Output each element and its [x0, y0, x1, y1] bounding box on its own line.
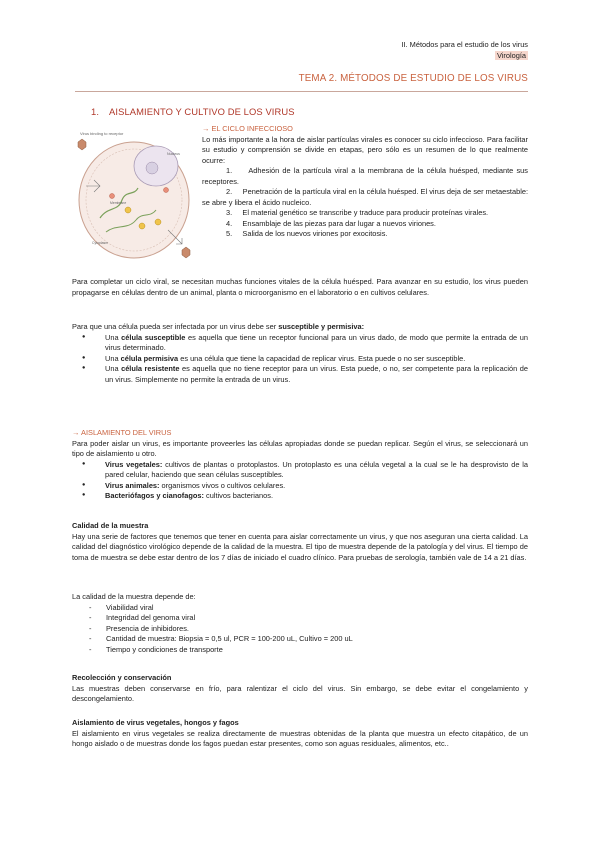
paragraph-infect-text: Para que una célula pueda ser infectada por un virus debe ser [72, 322, 279, 331]
plant-isolation-block [72, 718, 528, 750]
figure-label-top: Virus binding to receptor [80, 131, 124, 136]
list-item: - Viabilidad viral [101, 603, 528, 614]
quality-block [72, 521, 528, 563]
quality-factors-list [72, 603, 528, 656]
cycle-text [202, 124, 528, 240]
figure-label-nucleus: Nucleus [167, 152, 180, 156]
header-subject: Virología [496, 51, 526, 61]
list-item: ● Una célula resistente es aquella que no tiene receptor para un virus. Esta puede, o no, ser competente para la replicación de un virus. Simplemente no permite la entrada de un virus. [101, 364, 528, 385]
paragraph-infect [72, 322, 528, 385]
cycle-step: 4. Ensamblaje de las piezas para dar lugar a nuevos viriones. [226, 218, 436, 228]
cycle-steps [202, 166, 528, 240]
figure-label-cytoplasm: Cytoplasm [92, 241, 109, 245]
page-header [401, 39, 528, 61]
list-item: ● Virus vegetales: cultivos de plantas o protoplastos. Un protoplasto es una célula vegetal a la cual se le ha desprovisto de la pared celular, haciendo que sean células susceptibles. [101, 460, 528, 481]
section-title [91, 105, 295, 118]
cycle-step: 5. Salida de los nuevos viriones por exocitosis. [226, 229, 388, 239]
list-item: ● Una célula permisiva es una célula que tiene la capacidad de replicar virus. Esta puede o no ser susceptible. [101, 354, 528, 365]
quality-list-intro: La calidad de la muestra depende de: [72, 592, 196, 601]
collection-block [72, 673, 528, 705]
isolation-heading: → AISLAMIENTO DEL VIRUS [72, 428, 172, 437]
isolation-list [72, 460, 528, 502]
list-item: ● Bacteriófagos y cianofagos: cultivos bacterianos. [101, 491, 528, 502]
list-item: - Tiempo y condiciones de transporte [101, 645, 528, 656]
isolation-intro: Para poder aislar un virus, es importante proveerles las células apropiadas donde se puedan replicar. Según el virus, se seleccionará un tipo de aislamiento u otro. [72, 438, 528, 459]
paragraph-complete [72, 277, 528, 298]
cycle-intro: Lo más importante a la hora de aislar partículas virales es conocer su ciclo infeccioso. Para facilitar su estudio y comprensión se divide en etapas, pero sólo es un resumen de lo que realmente ocurre: [202, 134, 528, 165]
cycle-step: 1. Adhesión de la partícula viral a la membrana de la célula huésped, mediante sus receptores. [202, 166, 528, 186]
section-number: 1. [91, 106, 100, 117]
quality-heading: Calidad de la muestra [72, 521, 149, 530]
list-item: ● Virus animales: organismos vivos o cultivos celulares. [101, 481, 528, 492]
figure-label-membrane: Membrane [110, 201, 127, 205]
cycle-step: 2. Penetración de la partícula viral en la célula huésped. El virus deja de ser metaestable: se abre y libera el ácido nucleico. [202, 187, 528, 207]
paragraph-infect-bold: susceptible y permisiva: [278, 322, 365, 331]
collection-heading: Recolección y conservación [72, 673, 172, 682]
plant-isolation-heading: Aislamiento de virus vegetales, hongos y fagos [72, 718, 239, 727]
cycle-heading: → EL CICLO INFECCIOSO [202, 124, 293, 133]
header-title: II. Métodos para el estudio de los virus [401, 40, 528, 49]
viral-cycle-diagram-image [72, 126, 196, 262]
collection-text: Las muestras deben conservarse en frío, para ralentizar el ciclo del virus. Sin embargo, se debe evitar el congelamiento y descongelamiento. [72, 683, 528, 704]
isolation-block [72, 428, 528, 502]
section-title-text: AISLAMIENTO Y CULTIVO DE LOS VIRUS [109, 106, 295, 117]
topic-title: TEMA 2. MÉTODOS DE ESTUDIO DE LOS VIRUS [298, 73, 528, 84]
plant-isolation-text: El aislamiento en virus vegetales se realiza directamente de muestras obtenidas de la planta que muestra un efecto citapático, de un hongo aislado o de muestras donde los fagos puedan estar presentes, como son aguas residuales, alimentos, etc.. [72, 728, 528, 749]
list-item: - Integridad del genoma viral [101, 613, 528, 624]
list-item: ● Una célula susceptible es aquella que tiene un receptor funcional para un virus dado, de modo que permite la entrada de un virus determinado. [101, 333, 528, 354]
header-divider [75, 91, 528, 92]
cycle-step: 3. El material genético se transcribe y traduce para producir proteínas virales. [226, 208, 489, 218]
quality-factors-block [72, 592, 528, 655]
paragraph-complete-text: Para completar un ciclo viral, se necesitan muchas funciones vitales de la célula huésped. Para avanzar en su estudio, los virus pueden propagarse en células dentro de un animal, planta o microorganismo en el laboratorio o en cultivos celulares. [72, 277, 528, 297]
quality-text: Hay una serie de factores que tenemos que tener en cuenta para aislar correctamente un virus, y que nos aseguran una cierta calidad. La calidad del diagnóstico virológico depende de la calidad de la muestra. El tipo de muestra depende de la patología y del virus. El tiempo de toma de muestra se debe estar dentro de los 7 días de iniciado el cuadro clínico. Para pruebas de serología, también vale de 14 a 21 días. [72, 531, 528, 562]
list-item: - Presencia de inhibidores. [101, 624, 528, 635]
list-item: - Cantidad de muestra: Biopsia = 0,5 ul, PCR = 100-200 uL, Cultivo = 200 uL [101, 634, 528, 645]
cell-types-list [72, 333, 528, 386]
